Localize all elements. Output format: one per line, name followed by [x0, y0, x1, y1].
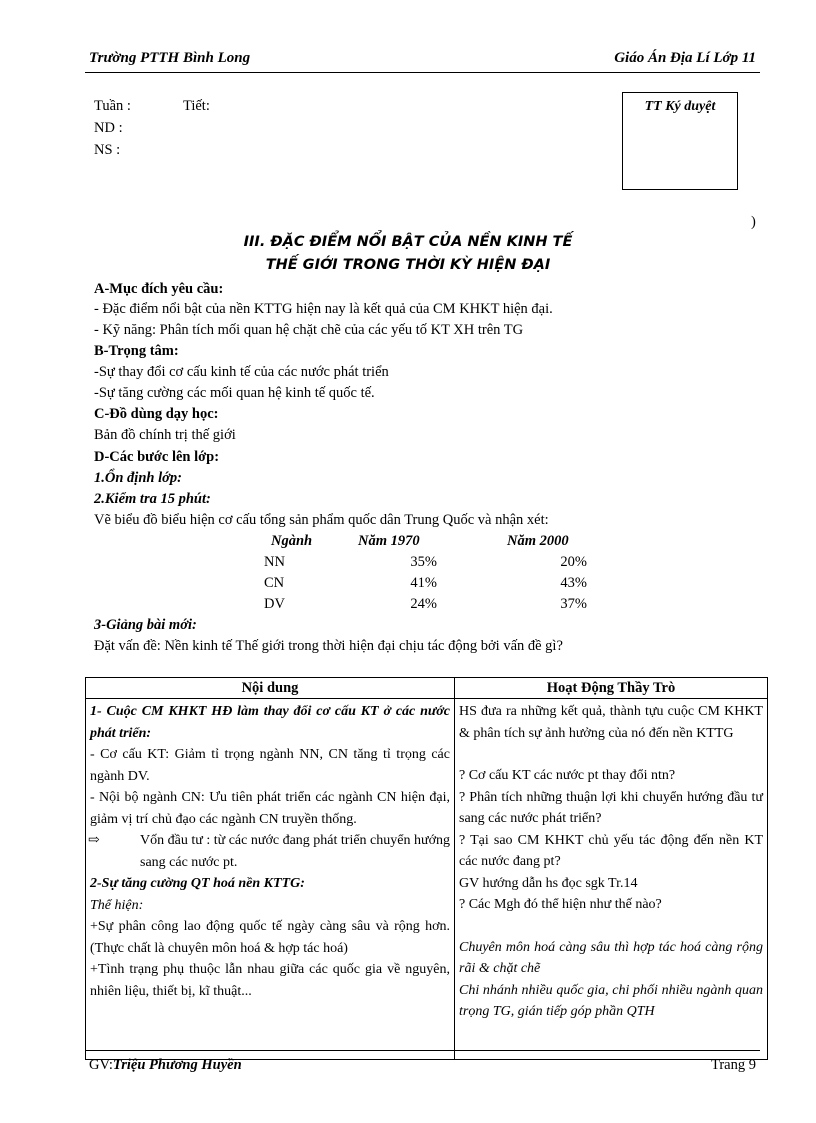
content-paragraph: - Nội bộ ngành CN: Ưu tiên phát triển các ngành CN hiện đại, giảm vị trí chủ đạo các ngành CN truyền thống. — [90, 790, 450, 827]
gdp-row-sector: NN — [264, 554, 285, 570]
gdp-row-2000: 20% — [560, 554, 587, 570]
approval-box-title: TT Ký duyệt — [644, 99, 716, 114]
activity-column-header: Hoạt Động Thầy Trò — [455, 678, 768, 699]
header-rule — [85, 72, 760, 73]
week-label: Tuần : — [94, 98, 131, 114]
activity-question: ? Cơ cấu KT các nước pt thay đổi ntn? — [459, 768, 676, 783]
school-name: Trường PTTH Bình Long — [89, 50, 251, 66]
step-2-text: Vẽ biểu đồ biểu hiện cơ cấu tổng sản phẩm quốc dân Trung Quốc và nhận xét: — [94, 512, 549, 528]
content-paragraph: Vốn đầu tư : từ các nước đang phát triển chuyển hướng sang các nước pt. — [140, 833, 450, 870]
content-heading-1: 1- Cuộc CM KHKT HĐ làm thay đổi cơ cấu KT ở các nước phát triển: — [90, 704, 450, 741]
ns-label: NS : — [94, 142, 121, 158]
subject-name: Giáo Án Địa Lí Lớp 11 — [614, 50, 756, 66]
section-d-heading: D-Các bước lên lớp: — [94, 449, 220, 465]
section-b-item: -Sự thay đổi cơ cấu kinh tế của các nước phát triển — [94, 364, 389, 380]
gdp-row-1970: 35% — [410, 554, 437, 570]
gdp-row-1970: 24% — [410, 596, 437, 612]
content-paragraph: +Tình trạng phụ thuộc lẫn nhau giữa các quốc gia về nguyên, nhiên liệu, thiết bị, kĩ thuật... — [90, 962, 450, 999]
arrow-icon: ⇨ — [88, 833, 100, 848]
page-number: Trang 9 — [711, 1057, 756, 1073]
activity-paragraph: GV hướng dẫn hs đọc sgk Tr.14 — [459, 875, 638, 891]
section-c-heading: C-Đồ dùng dạy học: — [94, 406, 219, 422]
activity-paragraph: HS đưa ra những kết quả, thành tựu cuộc CM KHKT & phân tích sự ảnh hưởng của nó đến nền KTTG — [459, 704, 763, 741]
nd-label: ND : — [94, 120, 123, 136]
stray-paren: ) — [751, 214, 756, 230]
content-paragraph: +Sự phân công lao động quốc tế ngày càng sâu và rộng hơn. (Thực chất là chuyên môn hoá & hợp tác hoá) — [90, 919, 450, 956]
step-1: 1.Ổn định lớp: — [94, 470, 182, 486]
gdp-row-1970: 41% — [410, 575, 437, 591]
gdp-header-sector: Ngành — [271, 533, 313, 549]
content-paragraph: - Cơ cấu KT: Giảm tỉ trọng ngành NN, CN tăng tỉ trọng các ngành DV. — [90, 747, 450, 784]
section-c-item: Bản đồ chính trị thế giới — [94, 427, 236, 443]
gdp-header-1970: Năm 1970 — [358, 533, 420, 549]
teacher-label: GV: — [89, 1057, 113, 1073]
section-b-item: -Sự tăng cường các mối quan hệ kinh tế quốc tế. — [94, 385, 375, 401]
period-label: Tiết: — [183, 98, 210, 114]
activity-question: ? Tại sao CM KHKT chủ yếu tác động đến nền KT các nước đang pt? — [459, 832, 763, 869]
title-line-2: THẾ GIỚI TRONG THỜI KỲ HIỆN ĐẠI — [265, 257, 551, 273]
step-3: 3-Giảng bài mới: — [94, 617, 197, 633]
activity-question: ? Các Mgh đó thể hiện như thế nào? — [459, 897, 662, 912]
activity-question: ? Phân tích những thuận lợi khi chuyển hướng đầu tư sang các nước phát triển? — [459, 789, 763, 826]
content-arrow-item — [90, 830, 450, 873]
activity-cell — [455, 699, 768, 1060]
gdp-header-2000: Năm 2000 — [507, 533, 569, 549]
footer-rule — [85, 1050, 760, 1051]
section-a-item: - Đặc điểm nổi bật của nền KTTG hiện nay là kết quả của CM KHKT hiện đại. — [94, 301, 553, 317]
teacher-name: Triệu Phương Huyền — [112, 1057, 242, 1073]
lesson-table — [85, 677, 768, 1060]
section-b-heading: B-Trọng tâm: — [94, 343, 179, 359]
step-2: 2.Kiểm tra 15 phút: — [94, 491, 211, 507]
activity-note: Chi nhánh nhiều quốc gia, chi phối nhiều ngành quan trọng TG, gián tiếp góp phần QTH — [459, 982, 763, 1019]
step-3-text: Đặt vấn đề: Nền kinh tế Thế giới trong thời hiện đại chịu tác động bởi vấn đề gì? — [94, 638, 563, 654]
gdp-row-2000: 43% — [560, 575, 587, 591]
content-subheading: Thể hiện: — [90, 897, 144, 913]
gdp-row-2000: 37% — [560, 596, 587, 612]
content-heading-2: 2-Sự tăng cường QT hoá nền KTTG: — [90, 876, 305, 891]
section-a-heading: A-Mục đích yêu cầu: — [94, 281, 224, 297]
teacher-signature — [89, 1057, 242, 1074]
approval-box — [622, 92, 738, 190]
content-cell — [86, 699, 455, 1060]
section-a-item: - Kỹ năng: Phân tích mối quan hệ chặt chẽ của các yếu tố KT XH trên TG — [94, 322, 524, 338]
content-column-header: Nội dung — [86, 678, 455, 699]
gdp-row-sector: DV — [264, 596, 285, 612]
activity-note: Chuyên môn hoá càng sâu thì hợp tác hoá càng rộng rãi & chặt chẽ — [459, 939, 763, 976]
title-line-1: III. ĐẶC ĐIỂM NỔI BẬT CỦA NỀN KINH TẾ — [243, 234, 573, 250]
gdp-row-sector: CN — [264, 575, 285, 591]
